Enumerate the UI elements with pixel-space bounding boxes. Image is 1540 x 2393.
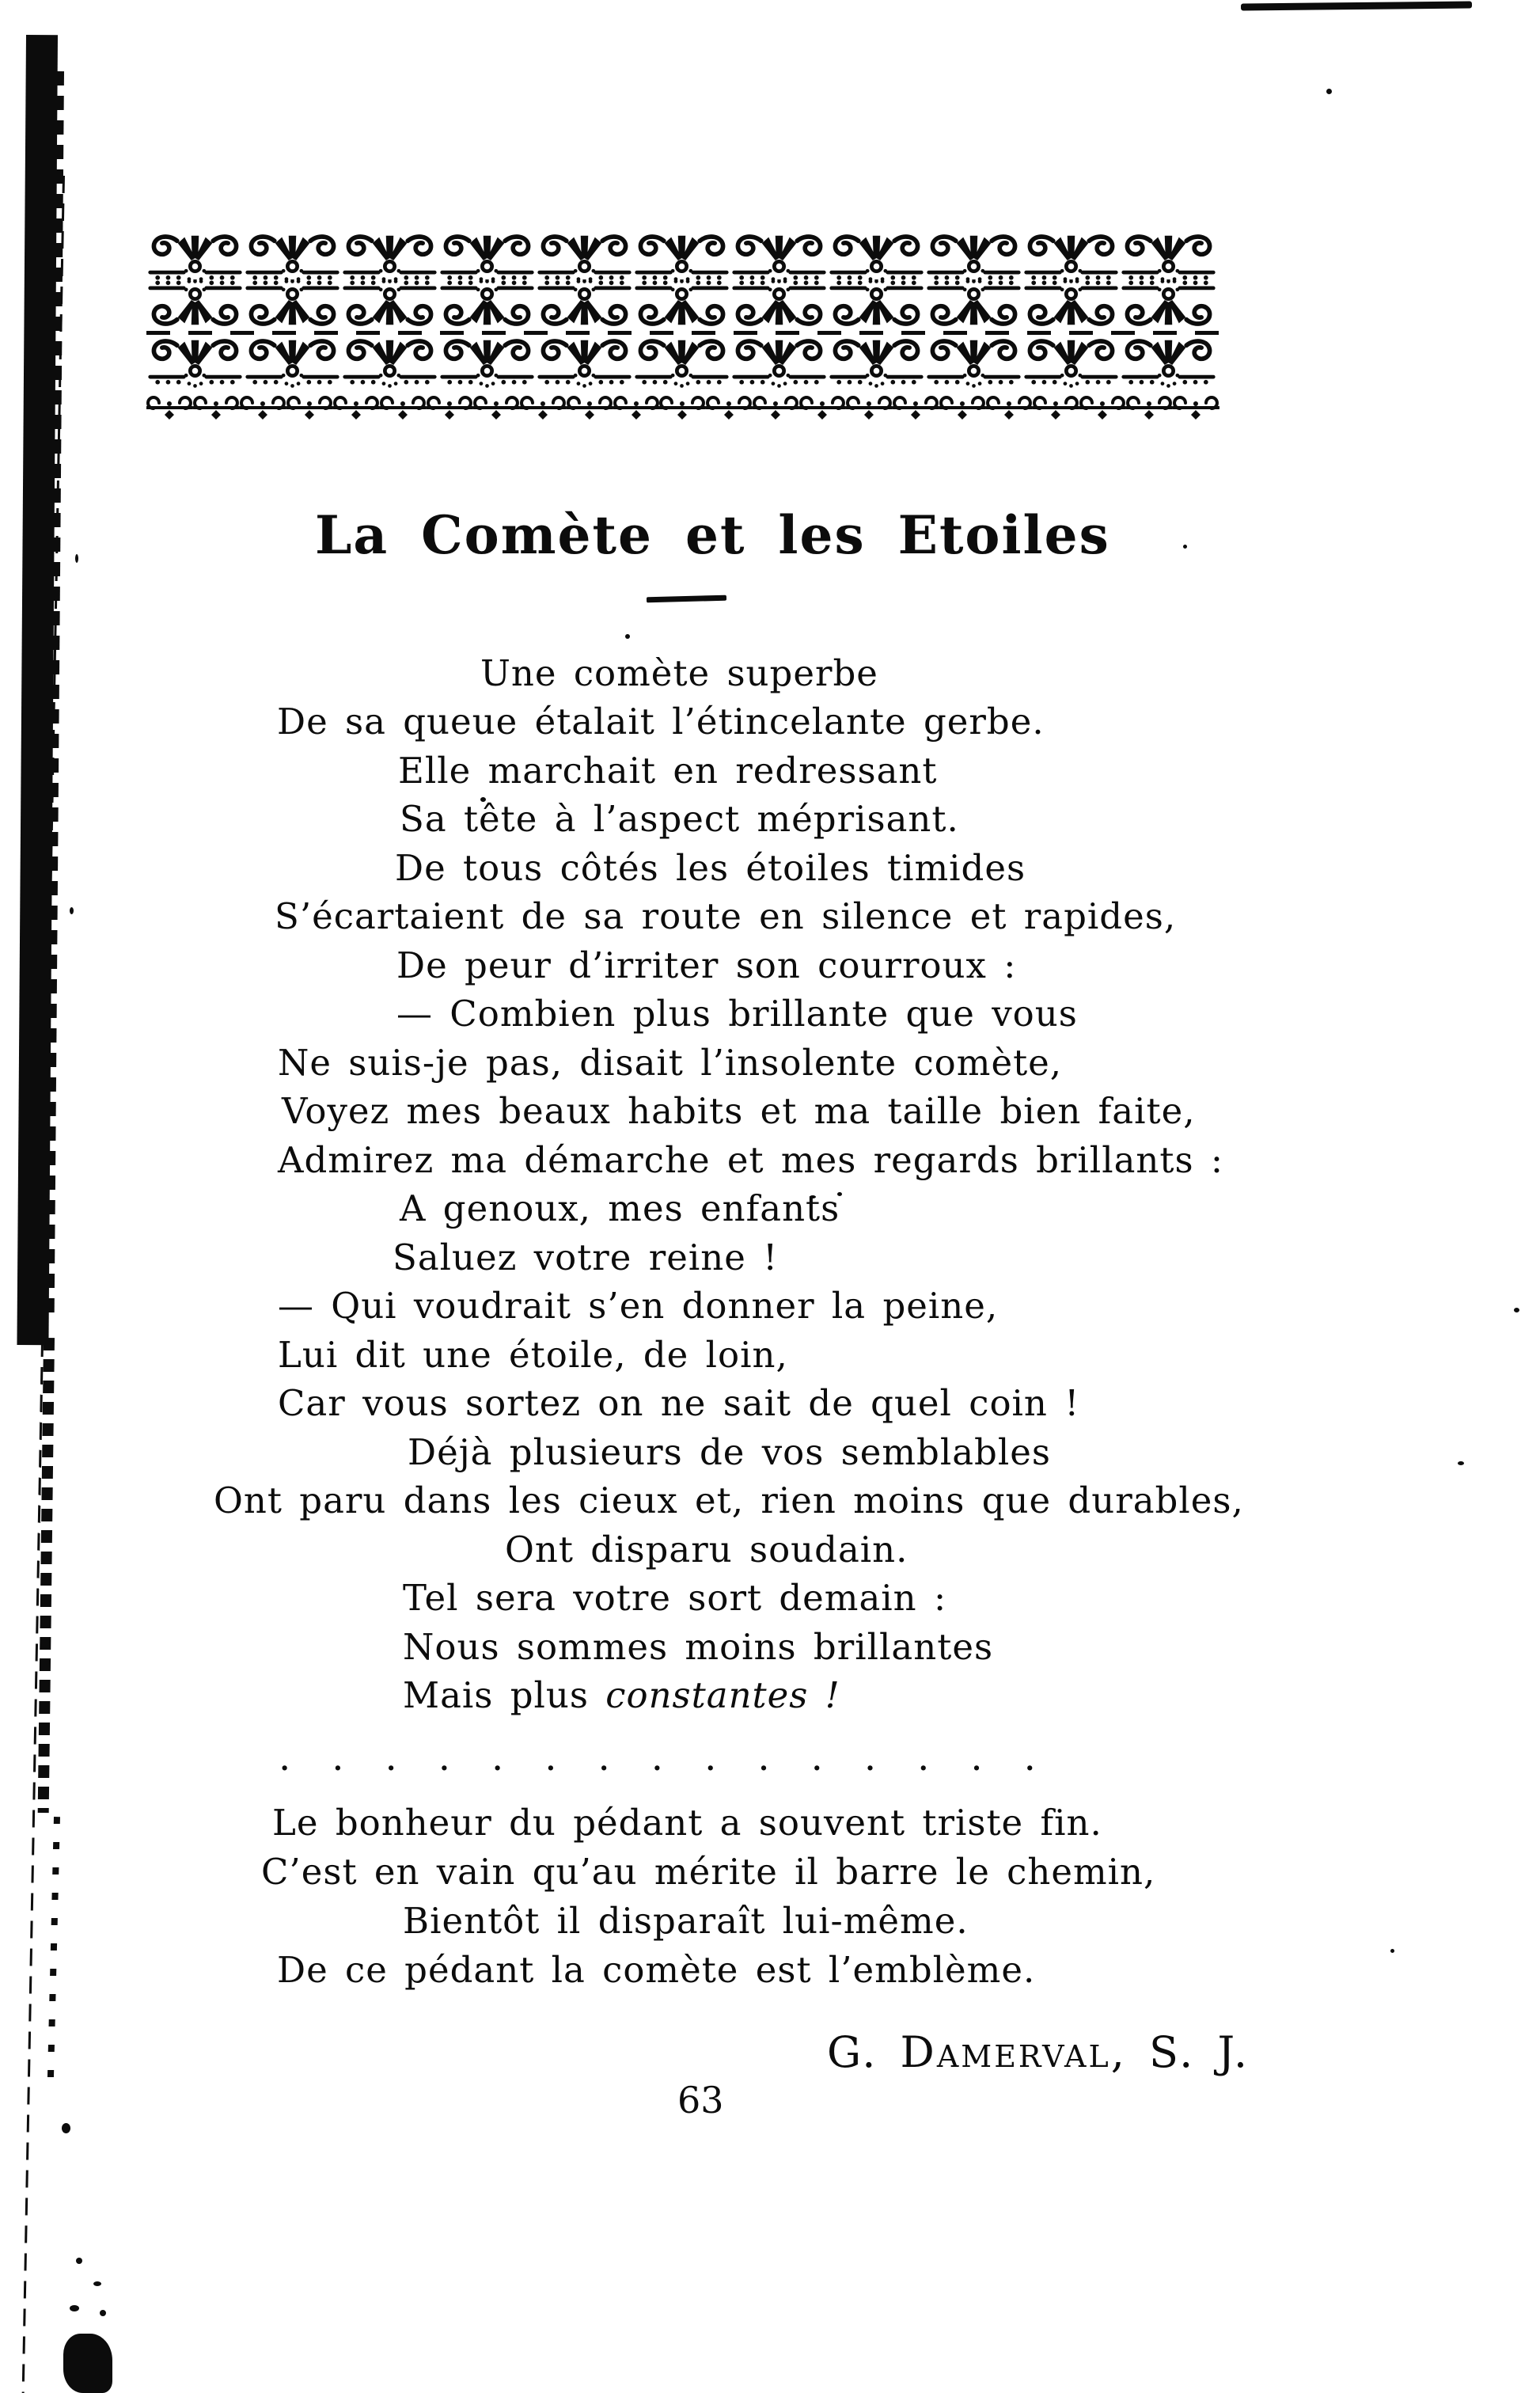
title-divider-dash	[647, 595, 726, 603]
scroll-drop-motif-icon	[567, 392, 613, 420]
scan-speck	[70, 907, 74, 914]
moral-line-text: De ce pédant la comète est l’emblème.	[277, 1949, 1036, 1991]
scroll-drop-motif-icon	[240, 392, 286, 420]
fleuron-motif-icon	[730, 279, 828, 329]
scroll-drop-motif-icon	[1079, 392, 1126, 420]
poem-line-text: De sa queue étalait l’étincelante gerbe.	[277, 701, 1045, 743]
scroll-drop-motif-icon	[1126, 392, 1173, 420]
poem-line	[393, 1236, 779, 1278]
poem-line	[278, 1334, 788, 1376]
scroll-drop-motif-icon	[193, 392, 240, 420]
scroll-drop-motif-icon	[613, 392, 660, 420]
fleuron-motif-icon	[341, 336, 438, 392]
scan-speck	[1326, 89, 1332, 94]
ornament-dashed-rule	[146, 331, 1219, 335]
poem-line-text: — Combien plus brillante que vous	[396, 993, 1078, 1035]
fleuron-motif-icon	[828, 279, 925, 329]
poem-line-text: Nous sommes moins brillantes	[403, 1626, 994, 1668]
scroll-drop-motif-icon	[706, 392, 753, 420]
scroll-drop-motif-icon	[1173, 392, 1219, 420]
poem-line-text: Mais plus	[403, 1674, 606, 1716]
scroll-drop-motif-icon	[1033, 392, 1079, 420]
scroll-drop-motif-icon	[473, 392, 520, 420]
scroll-drop-motif-icon	[286, 392, 333, 420]
poem-line-text: — Qui voudrait s’en donner la peine,	[278, 1285, 999, 1327]
poem-line	[398, 750, 938, 792]
poem-line-text: A genoux, mes enfants	[400, 1187, 840, 1229]
poem-line-text: Lui dit une étoile, de loin,	[278, 1334, 788, 1376]
moral-line	[261, 1851, 1156, 1893]
scroll-drop-motif-icon	[939, 392, 986, 420]
fleuron-motif-icon	[438, 336, 536, 392]
moral-line-text: C’est en vain qu’au mérite il barre le chemin,	[261, 1851, 1156, 1893]
poem-line-text: S’écartaient de sa route en silence et rapides,	[275, 895, 1177, 937]
poem-line-text: Car vous sortez on ne sait de quel coin !	[278, 1382, 1080, 1424]
scan-speck	[625, 634, 630, 639]
scroll-drop-motif-icon	[146, 392, 193, 420]
poem-line	[278, 1382, 1080, 1424]
fleuron-motif-icon	[1022, 279, 1120, 329]
author-signature: G. Damerval, S. J.	[827, 2027, 1250, 2077]
poem-line	[400, 798, 959, 840]
binding-tail-strip	[47, 1817, 60, 2094]
fleuron-motif-icon	[633, 279, 730, 329]
fleuron-motif-icon	[244, 279, 341, 329]
poem-line	[278, 1285, 999, 1327]
page-number: 63	[677, 2079, 724, 2121]
poem-line	[278, 1139, 1224, 1181]
fleuron-motif-icon	[1022, 336, 1120, 392]
scroll-drop-motif-icon	[659, 392, 706, 420]
poem-line	[396, 993, 1078, 1035]
poem-line	[277, 701, 1045, 743]
moral-line	[272, 1802, 1102, 1844]
fleuron-motif-icon	[536, 279, 633, 329]
scan-speck	[1458, 1461, 1464, 1465]
ornament-row-mirrored	[146, 279, 1219, 329]
poem-line	[505, 1529, 908, 1571]
scroll-drop-motif-icon	[380, 392, 427, 420]
moral-line	[403, 1900, 969, 1942]
poem-line-text: De peur d’irriter son courroux :	[396, 944, 1017, 986]
scroll-drop-motif-icon	[753, 392, 799, 420]
scroll-drop-motif-icon	[893, 392, 939, 420]
fleuron-motif-icon	[925, 336, 1022, 392]
ink-blob	[63, 2334, 112, 2393]
scroll-drop-motif-icon	[986, 392, 1033, 420]
scroll-drop-motif-icon	[520, 392, 567, 420]
poem-line	[396, 944, 1017, 986]
fleuron-motif-icon	[438, 279, 536, 329]
poem-line	[480, 652, 878, 694]
scroll-drop-motif-icon	[846, 392, 893, 420]
poem-line	[408, 1431, 1051, 1473]
scan-speck	[100, 2310, 106, 2316]
scroll-drop-motif-icon	[333, 392, 380, 420]
poem-line-italic-text: constantes !	[605, 1674, 840, 1716]
fleuron-motif-icon	[730, 336, 828, 392]
poem-line-text: Voyez mes beaux habits et ma taille bien faite,	[282, 1090, 1196, 1132]
poem-line-text: Ne suis-je pas, disait l’insolente comète,	[278, 1042, 1063, 1084]
poem-line-text: Saluez votre reine !	[393, 1236, 779, 1278]
poem-line-text: Elle marchait en redressant	[398, 750, 938, 792]
ornament-chain-row	[146, 392, 1219, 420]
poem-line-text: Ont paru dans les cieux et, rien moins que durables,	[214, 1479, 1244, 1521]
top-right-scan-rule	[1241, 1, 1472, 10]
moral-line-text: Le bonheur du pédant a souvent triste fin.	[272, 1802, 1102, 1844]
scan-speck	[62, 2123, 70, 2133]
page-title: La Comète et les Etoiles	[315, 504, 1110, 567]
dotted-separator: ...............	[279, 1735, 1077, 1780]
fleuron-motif-icon	[244, 336, 341, 392]
poem-line	[214, 1479, 1244, 1521]
ornament-row-bottom	[146, 336, 1219, 392]
fleuron-motif-icon	[1120, 336, 1217, 392]
poem-line-text: Sa tête à l’aspect méprisant.	[400, 798, 959, 840]
poem-line	[400, 1187, 840, 1229]
fleuron-motif-icon	[146, 336, 244, 392]
fleuron-motif-icon	[633, 336, 730, 392]
moral-line	[277, 1949, 1036, 1991]
poem-line	[282, 1090, 1196, 1132]
poem-line	[278, 1042, 1063, 1084]
scan-speck	[93, 2281, 101, 2286]
poem-line-text: De tous côtés les étoiles timides	[395, 847, 1026, 889]
fleuron-motif-icon	[1120, 279, 1217, 329]
fleuron-motif-icon	[341, 279, 438, 329]
scroll-drop-motif-icon	[427, 392, 473, 420]
poem-line-text: Une comète superbe	[480, 652, 878, 694]
scroll-drop-motif-icon	[799, 392, 846, 420]
fleuron-motif-icon	[536, 336, 633, 392]
ornament-band	[146, 232, 1219, 420]
scan-speck	[76, 2258, 82, 2264]
scan-speck	[70, 2305, 79, 2311]
poem-line	[403, 1626, 994, 1668]
poem-line-text: Déjà plusieurs de vos semblables	[408, 1431, 1051, 1473]
fleuron-motif-icon	[828, 336, 925, 392]
poem-line-text: Admirez ma démarche et mes regards brillants :	[278, 1139, 1224, 1181]
moral-line-text: Bientôt il disparaît lui-même.	[403, 1900, 969, 1942]
scan-speck	[75, 554, 78, 563]
poem-line	[275, 895, 1177, 937]
poem-line	[395, 847, 1026, 889]
poem-line	[403, 1577, 947, 1619]
poem-line-text: Tel sera votre sort demain :	[403, 1577, 947, 1619]
scan-speck	[1183, 545, 1187, 549]
scan-speck	[1514, 1308, 1519, 1312]
poem-line-text: Ont disparu soudain.	[505, 1529, 908, 1571]
fleuron-motif-icon	[925, 279, 1022, 329]
poem-line	[403, 1674, 840, 1716]
scan-speck	[1390, 1949, 1394, 1953]
fleuron-motif-icon	[146, 279, 244, 329]
